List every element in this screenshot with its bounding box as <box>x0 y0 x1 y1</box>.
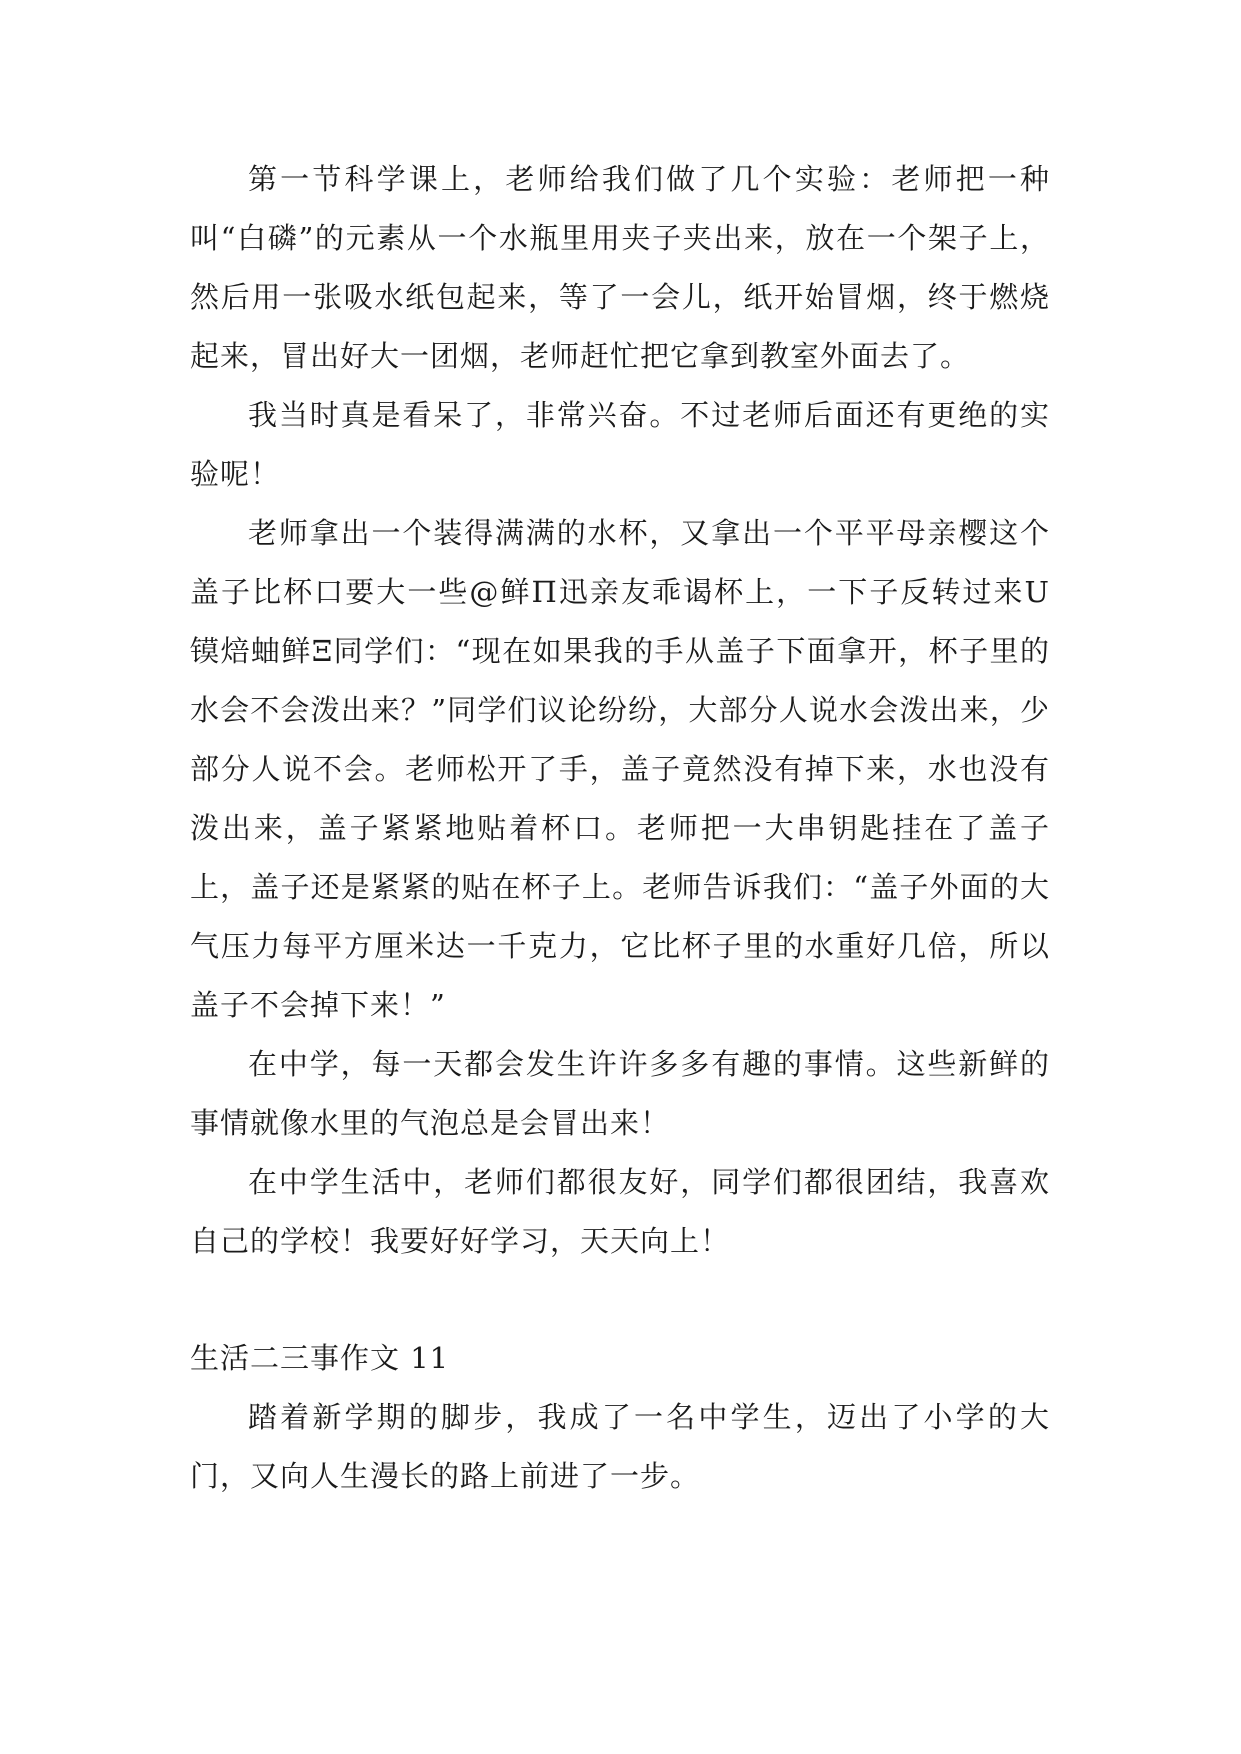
section-heading: 生活二三事作文 11 <box>190 1341 450 1375</box>
paragraph-middle-school-daily: 在中学，每一天都会发生许许多多有趣的事情。这些新鲜的事情就像水里的气泡总是会冒出来！ <box>190 1047 1050 1140</box>
paragraph-excited: 我当时真是看呆了，非常兴奋。不过老师后面还有更绝的实验呢！ <box>190 398 1050 491</box>
paragraph-middle-school-life: 在中学生活中，老师们都很友好，同学们都很团结，我喜欢自己的学校！我要好好学习，天天向上！ <box>190 1165 1050 1258</box>
paragraph-new-semester: 踏着新学期的脚步，我成了一名中学生，迈出了小学的大门，又向人生漫长的路上前进了一步。 <box>190 1400 1050 1493</box>
paragraph-white-phosphorus-experiment: 第一节科学课上，老师给我们做了几个实验：老师把一种叫“白磷”的元素从一个水瓶里用夹子夹出来，放在一个架子上，然后用一张吸水纸包起来，等了一会儿，纸开始冒烟，终于燃烧起来，冒出好大一团烟，老师赶忙把它拿到教室外面去了。 <box>190 162 1050 373</box>
paragraph-water-cup-experiment: 老师拿出一个装得满满的水杯，又拿出一个平平母亲樱这个盖子比杯口要大一些@鲜Π迅亲友乖谒杯上，一下子反转过来U镆焙蚰鲜Ξ同学们：“现在如果我的手从盖子下面拿开，杯子里的水会不会泼出来？”同学们议论纷纷，大部分人说水会泼出来，少部分人说不会。老师松开了手，盖子竟然没有掉下来，水也没有泼出来，盖子紧紧地贴着杯口。老师把一大串钥匙挂在了盖子上，盖子还是紧紧的贴在杯子上。老师告诉我们：“盖子外面的大气压力每平方厘米达一千克力，它比杯子里的水重好几倍，所以盖子不会掉下来！” <box>190 516 1050 1022</box>
document-page <box>190 150 1050 1506</box>
